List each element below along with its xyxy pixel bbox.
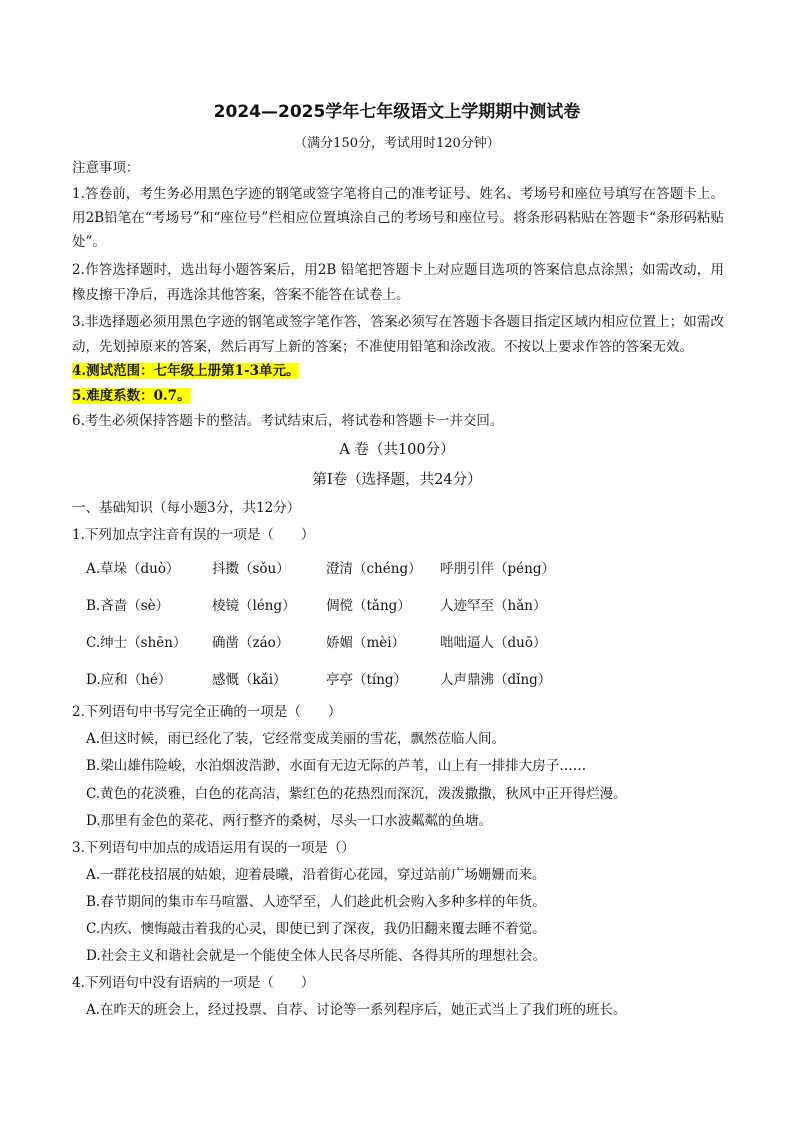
q1-a-2: 抖擞（sǒu） xyxy=(212,561,290,577)
q1-b-4: 人迹罕至（hǎn） xyxy=(440,598,547,614)
exam-subtitle: （满分150分，考试用时120分钟） xyxy=(294,136,500,151)
q2-option-a: A.但这时候，雨已经化了装，它经常变成美丽的雪花，飘然莅临人间。 xyxy=(86,731,506,747)
q1-c-1: C.绅士（shēn） xyxy=(86,635,187,651)
note-6: 6.考生必须保持答题卡的整洁。考试结束后，将试卷和答题卡一并交回。 xyxy=(72,413,504,429)
q1-b-2: 棱镜（léng） xyxy=(212,598,296,614)
q1-b-1: B.吝啬（sè） xyxy=(86,598,170,614)
q1-stem: 1.下列加点字注音有误的一项是（ ） xyxy=(72,527,315,543)
q1-d-3: 亭亭（tíng） xyxy=(326,672,408,688)
q1-c-3: 娇媚（mèi） xyxy=(326,635,406,651)
exam-title: 2024—2025学年七年级语文上学期期中测试卷 xyxy=(213,102,581,122)
note-3: 3.非选择题必须用黑色字迹的钢笔或签字笔作答，答案必须写在答题卡各题目指定区域内相应位置上；如需改动，先划掉原来的答案，然后再写上新的答案；不准使用铅笔和涂改液。不按以上要求作答的答案无效。 xyxy=(72,314,724,355)
note-4: 4.测试范围：七年级上册第1-3单元。 xyxy=(72,363,300,379)
part-one-title: 第Ⅰ卷（选择题，共24分） xyxy=(312,472,482,488)
note-1: 1.答卷前，考生务必用黑色字迹的钢笔或签字笔将自己的准考证号、姓名、考场号和座位号填写在答题卡上。用2B铅笔在“考场号”和“座位号”栏相应位置填涂自己的考场号和座位号。将条形码粘贴在答题卡“条形码粘贴处”。 xyxy=(72,186,724,250)
q2-option-c: C.黄色的花淡雅，白色的花高洁，紫红色的花热烈而深沉，泼泼撒撒，秋风中正开得烂漫。 xyxy=(86,786,627,802)
q1-a-4: 呼朋引伴（péng） xyxy=(440,561,555,577)
q1-a-1: A.草垛（duò） xyxy=(86,561,180,577)
q4-option-a: A.在昨天的班会上，经过投票、自荐、讨论等一系列程序后，她正式当上了我们班的班长。 xyxy=(86,1002,627,1018)
note-2: 2.作答选择题时，选出每小题答案后，用2B 铅笔把答题卡上对应题目选项的答案信息点涂黑；如需改动，用橡皮擦干净后，再选涂其他答案，答案不能答在试卷上。 xyxy=(72,262,724,303)
q2-option-b: B.梁山雄伟险峻，水泊烟波浩渺，水面有无边无际的芦苇，山上有一排排大房子…… xyxy=(86,758,587,774)
q2-option-d: D.那里有金色的菜花、两行整齐的桑树，尽头一口水波粼粼的鱼塘。 xyxy=(86,813,493,829)
q1-c-4: 咄咄逼人（duō） xyxy=(440,635,547,651)
q4-stem: 4.下列语句中没有语病的一项是（ ） xyxy=(72,975,315,991)
notes-header: 注意事项： xyxy=(72,160,140,176)
q1-d-2: 感慨（kǎi） xyxy=(212,672,287,688)
q3-stem: 3.下列语句中加点的成语运用有误的一项是（） xyxy=(72,840,355,856)
q3-option-c: C.内疚、懊悔敲击着我的心灵，即使已到了深夜，我仍旧翻来覆去睡不着觉。 xyxy=(86,921,546,937)
note-4-line xyxy=(72,361,299,381)
note-5-line xyxy=(72,386,191,406)
q1-d-1: D.应和（hé） xyxy=(86,672,172,688)
note-5: 5.难度系数：0.7。 xyxy=(72,388,191,404)
q1-b-3: 倜傥（tǎng） xyxy=(326,598,411,614)
q2-stem: 2.下列语句中书写完全正确的一项是（ ） xyxy=(72,704,342,720)
section-a-title: A 卷（共100分） xyxy=(339,442,455,458)
q1-a-3: 澄清（chéng） xyxy=(326,561,422,577)
q3-option-a: A.一群花枝招展的姑娘，迎着晨曦，沿着街心花园，穿过站前广场姗姗而来。 xyxy=(86,867,546,883)
section-one-title: 一、基础知识（每小题3分，共12分） xyxy=(72,500,301,516)
q3-option-d: D.社会主义和谐社会就是一个能使全体人民各尽所能、各得其所的理想社会。 xyxy=(86,948,547,964)
q3-option-b: B.春节期间的集市车马喧嚣、人迹罕至，人们趁此机会购入多种多样的年货。 xyxy=(86,894,546,910)
q1-d-4: 人声鼎沸（dǐng） xyxy=(440,672,552,688)
q1-c-2: 确凿（záo） xyxy=(212,635,290,651)
